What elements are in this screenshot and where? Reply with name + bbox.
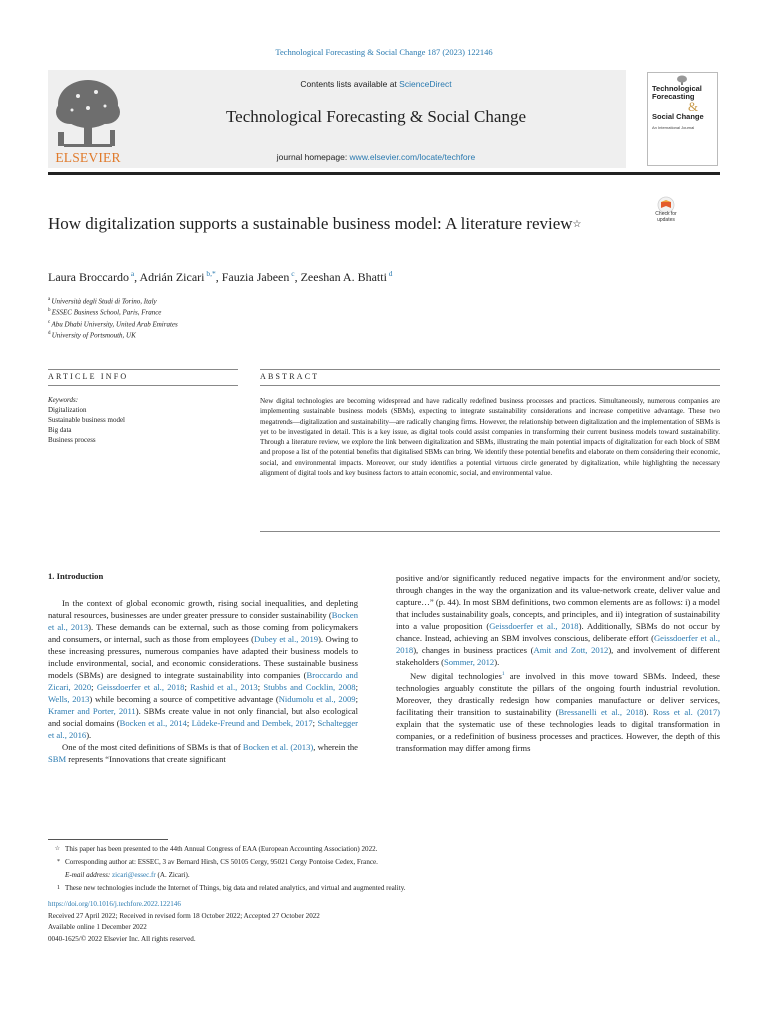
affiliation [48,318,178,329]
affiliation [48,306,178,317]
email-label: E-mail address: [65,871,113,879]
keyword: Sustainable business model [48,415,125,424]
received-dates: Received 27 April 2022; Received in revised form 18 October 2022; Accepted 27 October 2022 [48,911,320,920]
check-for-updates-label[interactable] [644,212,688,223]
header-divider [48,172,720,175]
body-text: ). Owing to these increasing pressures, numerous companies have adapted their business models to include environmental, social, and economic considerations. These sustainable business models (SBMs) are designed to integrate sustainability into companies ( [48,634,358,680]
citation-link[interactable]: Amit and Zott, 2012 [533,645,609,655]
body-text: New digital technologies [410,670,502,681]
body-text: ), changes in business practices ( [413,645,534,655]
footnote-corresponding [48,856,720,869]
paragraph [396,572,720,668]
keyword: Digitalization [48,405,87,414]
author-list [48,269,393,285]
body-text: ). These demands can be external, such as those coming from policymakers and consumers, or internal, such as those from employees ( [48,622,358,644]
cover-title-line4: Social Change [652,112,704,121]
citation-link[interactable]: Nidumolu et al., 2009 [278,694,356,704]
author-affiliation-mark[interactable]: b,* [204,269,216,278]
citation-link[interactable]: Rashid et al., 2013 [190,682,258,692]
article-info-rule [48,369,238,370]
affiliation [48,329,178,340]
author-name[interactable]: Zeeshan A. Bhatti [300,270,387,284]
abstract-end-rule [260,531,720,532]
citation-link[interactable]: Broccardo and Zicari, 2020 [48,670,358,692]
publisher-name: ELSEVIER [55,150,121,165]
author-name[interactable]: Adrián Zicari [139,270,205,284]
author-separator: , [134,270,140,284]
footnote-mark: * [57,859,60,865]
citation-link[interactable]: Ross et al. (2017) [652,706,720,717]
body-text: ; [257,682,264,692]
paragraph [48,741,358,765]
affiliation-mark: b [48,308,52,314]
footnote-ref[interactable]: 1 [501,671,505,677]
affiliation-text: ESSEC Business School, Paris, France [51,308,162,317]
citation-link[interactable]: Bressanelli et al., 2018 [558,706,644,717]
citation-link[interactable]: Sommer, 2012 [443,657,495,667]
body-text: are involved in this move toward SBMs. Indeed, these technologies arguably constitute the pillars of the ongoing fourth industrial revolution. Moreover, they drastically redesign how companies manufacture or deliver services, facilitating their transition to sustainability ( [396,670,720,717]
affiliation-mark: c [48,319,52,325]
body-column-left [48,597,358,765]
citation-link[interactable]: Lüdeke-Freund and Dembek, 2017 [191,718,313,728]
footnote-mark: 1 [57,885,60,891]
affiliation-text: Abu Dhabi University, United Arab Emirates [51,319,178,328]
footnotes [48,843,720,895]
abstract-rule-bottom [260,385,720,386]
copyright: 0040-1625/© 2022 Elsevier Inc. All rights reserved. [48,934,196,943]
cover-ampersand: & [688,99,699,114]
author-name[interactable]: Fauzia Jabeen [221,270,290,284]
body-text: ), and involvement of different stakeholders ( [396,645,721,667]
journal-cover-thumbnail [647,72,718,166]
body-text: ). SBMs create value in not only financial, but also ecological and social domains ( [48,706,358,728]
body-text: ; [355,694,358,704]
homepage-prefix: journal homepage: [276,152,350,162]
affiliation [48,295,178,306]
abstract-heading: ABSTRACT [260,372,320,381]
cover-subtitle: An International Journal [652,125,695,130]
contents-prefix: Contents lists available at [300,79,400,89]
citation-link[interactable]: Wells, 2013 [48,694,90,704]
body-column-right [396,572,720,754]
body-text: ) while becoming a source of competitive advantage ( [89,694,279,704]
footnote-text: These new technologies include the Internet of Things, big data and related analytics, and virtual and augmented reality. [65,884,406,892]
author-affiliation-mark[interactable]: d [386,269,393,278]
journal-homepage-link[interactable]: www.elsevier.com/locate/techfore [349,152,476,162]
citation-link[interactable]: Bocken et al., 2014 [119,718,187,728]
citation-link[interactable]: Geissdoerfer et al., 2018 [396,633,720,655]
article-info-rule-bottom [48,385,238,386]
footnote-star [48,843,720,856]
body-text: ; [186,718,192,728]
body-text: ). Additionally, SBMs do not occur by chance. Instead, achieving an SBM involves conscious, deliberate effort ( [396,621,720,643]
paragraph [396,668,720,754]
citation-link[interactable]: Geissdoerfer et al., 2018 [489,621,579,631]
affiliation-text: Università degli Studi di Torino, Italy [51,297,157,306]
body-text: ). [86,730,92,740]
citation-link[interactable]: Geissdoerfer et al., 2018 [96,682,185,692]
body-text: In the context of global economic growth, rising social inequalities, and depleting natural resources, businesses are under greater pressure to consider sustainability ( [48,598,358,620]
body-text: ; [91,682,97,692]
cover-title-line2: Forecasting [652,92,695,101]
doi-link[interactable]: https://doi.org/10.1016/j.techfore.2022.122146 [48,900,181,908]
article-title-text: How digitalization supports a sustainable business model: A literature review [48,214,573,233]
keywords-label: Keywords: [48,396,79,404]
author-name[interactable]: Laura Broccardo [48,270,129,284]
contents-line [126,79,626,89]
footnote-email [48,869,720,882]
citation-link[interactable]: SBM [48,754,67,764]
keywords-block [48,396,125,446]
body-text: represents “Innovations that create significant [66,754,226,764]
footnote-text: Corresponding author at: ESSEC, 3 av Bernard Hirsh, CS 50105 Cergy, 95021 Cergy Pontoise Cedex, France. [65,858,378,866]
citation-link[interactable]: Bocken et al., 2013 [48,610,358,632]
homepage-line [126,152,626,162]
sciencedirect-link[interactable]: ScienceDirect [399,79,452,89]
available-online: Available online 1 December 2022 [48,923,147,931]
body-text: ; [184,682,191,692]
article-title [48,213,608,234]
author-affiliation-mark[interactable]: a [128,269,135,278]
email-suffix: (A. Zicari). [155,871,190,879]
abstract-rule [260,369,720,370]
affiliation-mark: a [48,297,52,302]
body-text: , wherein the [313,742,358,752]
article-info-heading: ARTICLE INFO [48,372,129,381]
citation-link[interactable]: Dubey et al., 2019 [254,634,319,644]
footnote-text: This paper has been presented to the 44th Annual Congress of EAA (European Accounting Association) 2022. [65,845,378,853]
author-separator: , [215,270,222,284]
affiliations [48,295,178,340]
cover-title-line1: Technological [652,84,702,93]
body-text: explain that the systematic use of these technologies leads to digital transformation in companies, or a redefinition of business processes and practices. However, the depth of this transformation may differ among firms [396,718,720,753]
author-affiliation-mark[interactable]: c [289,269,295,278]
email-link[interactable]: zicari@essec.fr [112,871,156,879]
publication-info [48,899,320,945]
body-text: ). [643,706,653,717]
affiliation-text: University of Portsmouth, UK [51,331,136,340]
paragraph [48,597,358,741]
body-text: ; [312,718,318,728]
author-separator: , [294,270,301,284]
section-heading-introduction: 1. Introduction [48,571,104,581]
body-text: One of the most cited definitions of SBMs is that of [62,742,243,752]
journal-title: Technological Forecasting & Social Change [225,107,526,126]
footnote-1 [48,882,720,895]
footnote-rule [48,839,168,840]
affiliation-mark: d [48,330,52,336]
keyword: Business process [48,435,96,444]
journal-reference[interactable]: Technological Forecasting & Social Change 187 (2023) 122146 [275,47,493,57]
citation-link[interactable]: Stubbs and Cocklin, 2008 [263,682,356,692]
check-line2: updates [657,216,675,223]
body-text: ). [494,657,500,667]
citation-link[interactable]: Bocken et al. (2013) [242,742,314,752]
check-line1: Check for [655,211,677,217]
footnote-mark: ☆ [54,846,60,852]
body-text: ; [355,682,358,692]
body-text: positive and/or significantly reduced negative impacts for the environment and/or society, through changes in the way the organization and its value-network create, deliver value and capture…” (p. 44). In most SBM definitions, two common elements are as follows: i) a model that includes sustainability goals, concepts, and principles, and ii) integration of sustainability into a value proposition ( [396,573,720,631]
citation-link[interactable]: Schaltegger et al., 2016 [48,718,359,740]
citation-link[interactable]: Kramer and Porter, 2011 [48,706,136,716]
abstract-text: New digital technologies are becoming widespread and have radically redefined business processes and practices. Simultaneously, numerous companies are implementing sustainable business models (SBMs), expecting to integrate sustainability considerations and increase competitive advantage. These two megatrends—digitalization and sustainability—are radically changing firms. However, the relationship between digitalization and the implementation of SBMs is yet to be investigated in detail. This is a key issue, as digital tools could assist companies in transforming their current business models toward sustainability. Through a literature review, we explore the link between digitalization and SBMs, illustrating the main potential impacts of digitalization for each block of SBM and propose a list of the potential benefits that digitalised SBMs can bring. We identify these potential benefits and elaborate on them considering their economic, social, and environmental impacts. Moreover, our study identifies a potential virtuous circle generated by digitalization, while highlighting the necessary alignment of digital tools and key business factors to attain economic, social, and environmental value. [260,397,720,478]
title-footnote-mark[interactable]: ☆ [572,219,582,230]
keyword: Big data [48,425,72,434]
